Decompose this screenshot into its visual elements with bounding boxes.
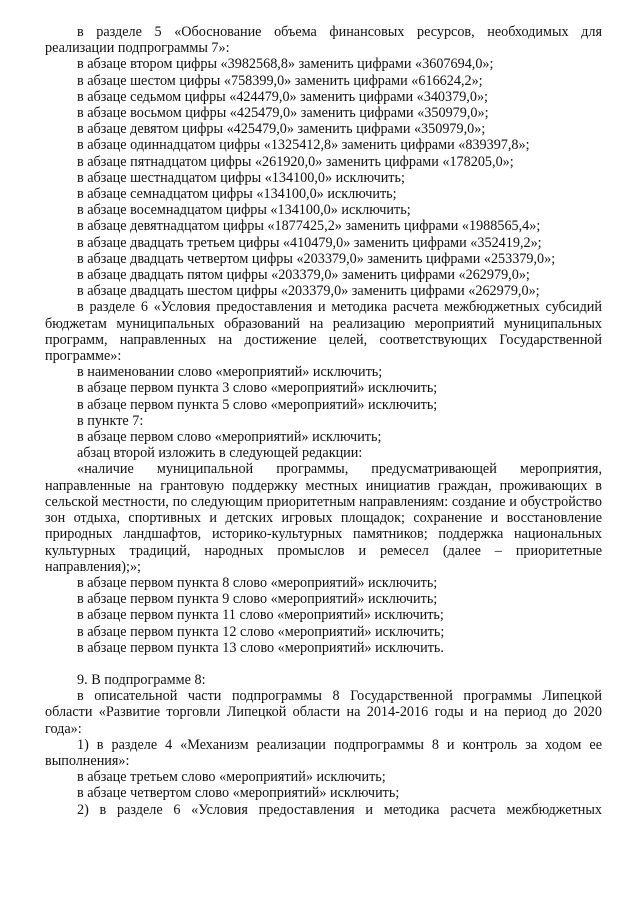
paragraph: в абзаце восьмом цифры «425479,0» заменить цифрами «350979,0»; — [77, 105, 489, 122]
paragraph: в абзаце двадцать шестом цифры «203379,0» заменить цифрами «262979,0»; — [77, 283, 540, 300]
paragraph: в абзаце одиннадцатом цифры «1325412,8» заменить цифрами «839397,8»; — [77, 137, 530, 154]
paragraph: в пункте 7: — [77, 412, 144, 429]
paragraph: в абзаце двадцать четвертом цифры «203379,0» заменить цифрами «253379,0»; — [77, 250, 556, 267]
paragraph: в абзаце первом слово «мероприятий» исключить; — [77, 429, 382, 446]
paragraph-subprogram-8-heading: 9. В подпрограмме 8: — [77, 671, 206, 688]
paragraph: абзац второй изложить в следующей редакции: — [77, 445, 363, 462]
paragraph-quoted-edition: «наличие муниципальной программы, предусматривающей мероприятия, направленные на грантовую поддержку местных инициатив граждан, проживающих в сельской местности, по следующим приоритетным направлениям: создание и обустройство зон отдыха, спортивных и детских игровых площадок; сохранение и восстановление природных ландшафтов, историко-культурных памятников; поддержка национальных культурных традиций, народных промыслов и ремесел (далее – приоритетные направления);»; — [45, 461, 602, 575]
paragraph: в абзаце третьем слово «мероприятий» исключить; — [77, 769, 386, 786]
paragraph: в абзаце втором цифры «3982568,8» заменить цифрами «3607694,0»; — [77, 56, 494, 73]
paragraph: в абзаце первом пункта 9 слово «мероприятий» исключить; — [77, 591, 438, 608]
paragraph: в абзаце первом пункта 11 слово «мероприятий» исключить; — [77, 607, 444, 624]
paragraph-continued: 2) в разделе 6 «Условия предоставления и методика расчета межбюджетных — [77, 801, 602, 818]
paragraph: в абзаце семнадцатом цифры «134100,0» исключить; — [77, 186, 397, 203]
paragraph-section-6-heading: в разделе 6 «Условия предоставления и методика расчета межбюджетных субсидий бюджетам муниципальных образований на реализацию мероприятий муниципальных программ, направленных на достижение целей, соответствующих Государственной программе»: — [45, 299, 602, 365]
paragraph: 1) в разделе 4 «Механизм реализации подпрограммы 8 и контроль за ходом ее выполнения»: — [45, 736, 602, 769]
paragraph: в абзаце шестом цифры «758399,0» заменить цифрами «616624,2»; — [77, 72, 483, 89]
paragraph: в абзаце шестнадцатом цифры «134100,0» исключить; — [77, 169, 405, 186]
paragraph: в абзаце первом пункта 5 слово «мероприятий» исключить; — [77, 396, 438, 413]
paragraph: в абзаце четвертом слово «мероприятий» исключить; — [77, 785, 400, 802]
paragraph: в абзаце девятнадцатом цифры «1877425,2» заменить цифрами «1988565,4»; — [77, 218, 541, 235]
paragraph: в абзаце первом пункта 3 слово «мероприятий» исключить; — [77, 380, 438, 397]
paragraph-section-5-heading: в разделе 5 «Обоснование объема финансовых ресурсов, необходимых для реализации подпрограммы 7»: — [45, 24, 602, 57]
paragraph-spacer — [45, 656, 602, 672]
paragraph: в описательной части подпрограммы 8 Государственной программы Липецкой области «Развитие торговли Липецкой области на 2014-2016 годы и на период до 2020 года»: — [45, 688, 602, 737]
paragraph: в абзаце первом пункта 12 слово «мероприятий» исключить; — [77, 623, 445, 640]
paragraph: в абзаце двадцать третьем цифры «410479,0» заменить цифрами «352419,2»; — [77, 234, 542, 251]
paragraph: в абзаце пятнадцатом цифры «261920,0» заменить цифрами «178205,0»; — [77, 153, 514, 170]
paragraph: в абзаце первом пункта 13 слово «мероприятий» исключить. — [77, 639, 444, 656]
paragraph: в абзаце восемнадцатом цифры «134100,0» исключить; — [77, 202, 411, 219]
paragraph: в наименовании слово «мероприятий» исключить; — [77, 364, 383, 381]
paragraph: в абзаце первом пункта 8 слово «мероприятий» исключить; — [77, 574, 438, 591]
paragraph: в абзаце двадцать пятом цифры «203379,0» заменить цифрами «262979,0»; — [77, 267, 530, 284]
paragraph: в абзаце девятом цифры «425479,0» заменить цифрами «350979,0»; — [77, 121, 486, 138]
paragraph: в абзаце седьмом цифры «424479,0» заменить цифрами «340379,0»; — [77, 88, 488, 105]
